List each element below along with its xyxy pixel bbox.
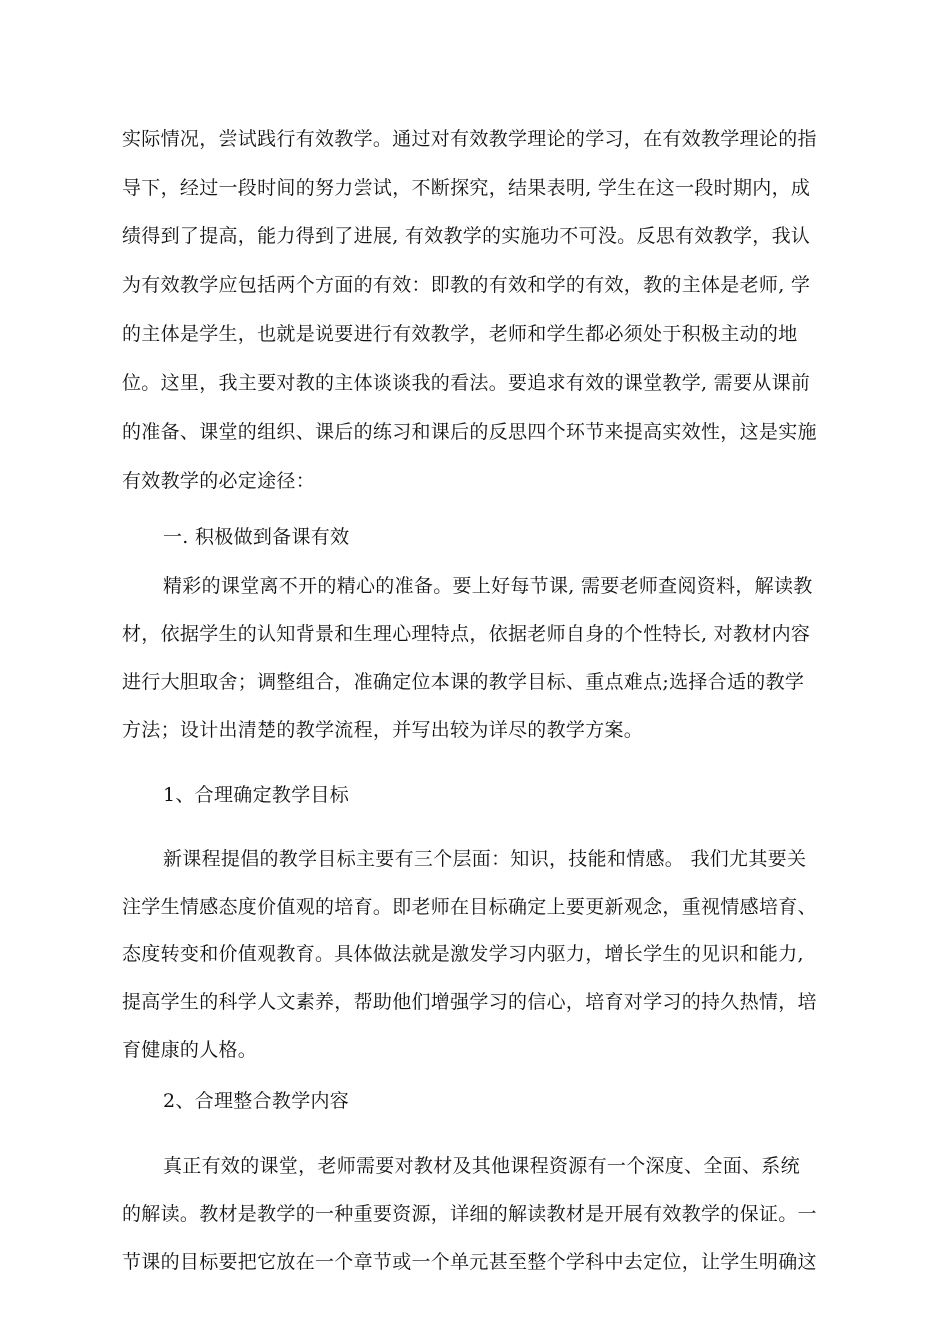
subsection-heading: 1、合理确定教学目标 xyxy=(163,784,350,806)
text-line: 实际情况，尝试践行有效教学。通过对有效教学理论的学习，在有效教学理论的指 xyxy=(122,128,817,150)
text-line: 导下，经过一段时间的努力尝试，不断探究，结果表明, 学生在这一段时期内，成 xyxy=(122,177,811,199)
text-line: 有效教学的必定途径： xyxy=(122,470,316,492)
text-line: 育健康的人格。 xyxy=(122,1039,258,1061)
text-line: 绩得到了提高，能力得到了进展, 有效教学的实施功不可没。反思有效教学，我认 xyxy=(122,225,811,247)
text-line: 提高学生的科学人文素养，帮助他们增强学习的信心，培育对学习的持久热情，培 xyxy=(122,991,817,1013)
text-line: 的主体是学生，也就是说要进行有效教学，老师和学生都必须处于积极主动的地 xyxy=(122,323,798,345)
section-heading: 一. 积极做到备课有效 xyxy=(163,526,350,548)
text-line: 的解读。教材是教学的一种重要资源，详细的解读教材是开展有效教学的保证。一 xyxy=(122,1203,817,1225)
text-line: 节课的目标要把它放在一个章节或一个单元甚至整个学科中去定位，让学生明确这 xyxy=(122,1251,817,1273)
paragraph-first-line: 精彩的课堂离不开的精心的准备。要上好每节课, 需要老师查阅资料，解读教 xyxy=(163,575,813,597)
text-line: 态度转变和价值观教育。具体做法就是激发学习内驱力，增长学生的见识和能力, xyxy=(122,943,804,965)
paragraph-first-line: 真正有效的课堂，老师需要对教材及其他课程资源有一个深度、全面、系统 xyxy=(163,1155,800,1177)
text-line: 注学生情感态度价值观的培育。即老师在目标确定上要更新观念，重视情感培育、 xyxy=(122,896,817,918)
text-line: 进行大胆取舍；调整组合，准确定位本课的教学目标、重点难点;选择合适的教学 xyxy=(122,671,805,693)
text-line: 的准备、课堂的组织、课后的练习和课后的反思四个环节来提高实效性，这是实施 xyxy=(122,421,817,443)
subsection-heading: 2、合理整合教学内容 xyxy=(163,1090,350,1112)
text-line: 为有效教学应包括两个方面的有效：即教的有效和学的有效，教的主体是老师, 学 xyxy=(122,274,811,296)
paragraph-first-line: 新课程提倡的教学目标主要有三个层面：知识，技能和情感。 我们尤其要关 xyxy=(163,848,807,870)
text-line: 位。这里，我主要对教的主体谈谈我的看法。要追求有效的课堂教学, 需要从课前 xyxy=(122,372,811,394)
text-line: 材，依据学生的认知背景和生理心理特点，依据老师自身的个性特长, 对教材内容 xyxy=(122,623,811,645)
text-line: 方法；设计出清楚的教学流程，并写出较为详尽的教学方案。 xyxy=(122,719,644,741)
